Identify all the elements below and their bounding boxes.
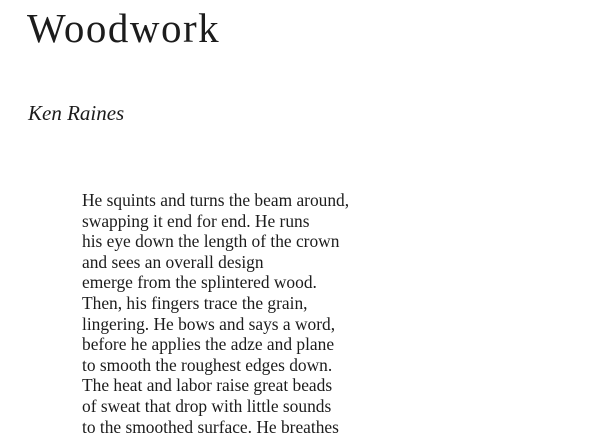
- poem-line: to the smoothed surface. He breathes: [82, 416, 339, 437]
- poem-body: [82, 190, 349, 437]
- poem-title: Woodwork: [27, 5, 221, 51]
- poem-line: Then, his fingers trace the grain,: [82, 292, 308, 313]
- poem-line: of sweat that drop with little sounds: [82, 395, 332, 416]
- poem-line: before he applies the adze and plane: [82, 334, 335, 355]
- poem-line: to smooth the roughest edges down.: [82, 354, 333, 375]
- poem-line: his eye down the length of the crown: [82, 231, 340, 252]
- poem-line: He squints and turns the beam around,: [82, 190, 350, 210]
- poem-line: swapping it end for end. He runs: [82, 210, 310, 231]
- poem-line: and sees an overall design: [82, 251, 264, 272]
- poem-line: The heat and labor raise great beads: [82, 375, 333, 396]
- poem-line: lingering. He bows and says a word,: [82, 313, 336, 334]
- poem-author: Ken Raines: [28, 101, 125, 125]
- poem-line: emerge from the splintered wood.: [82, 272, 317, 293]
